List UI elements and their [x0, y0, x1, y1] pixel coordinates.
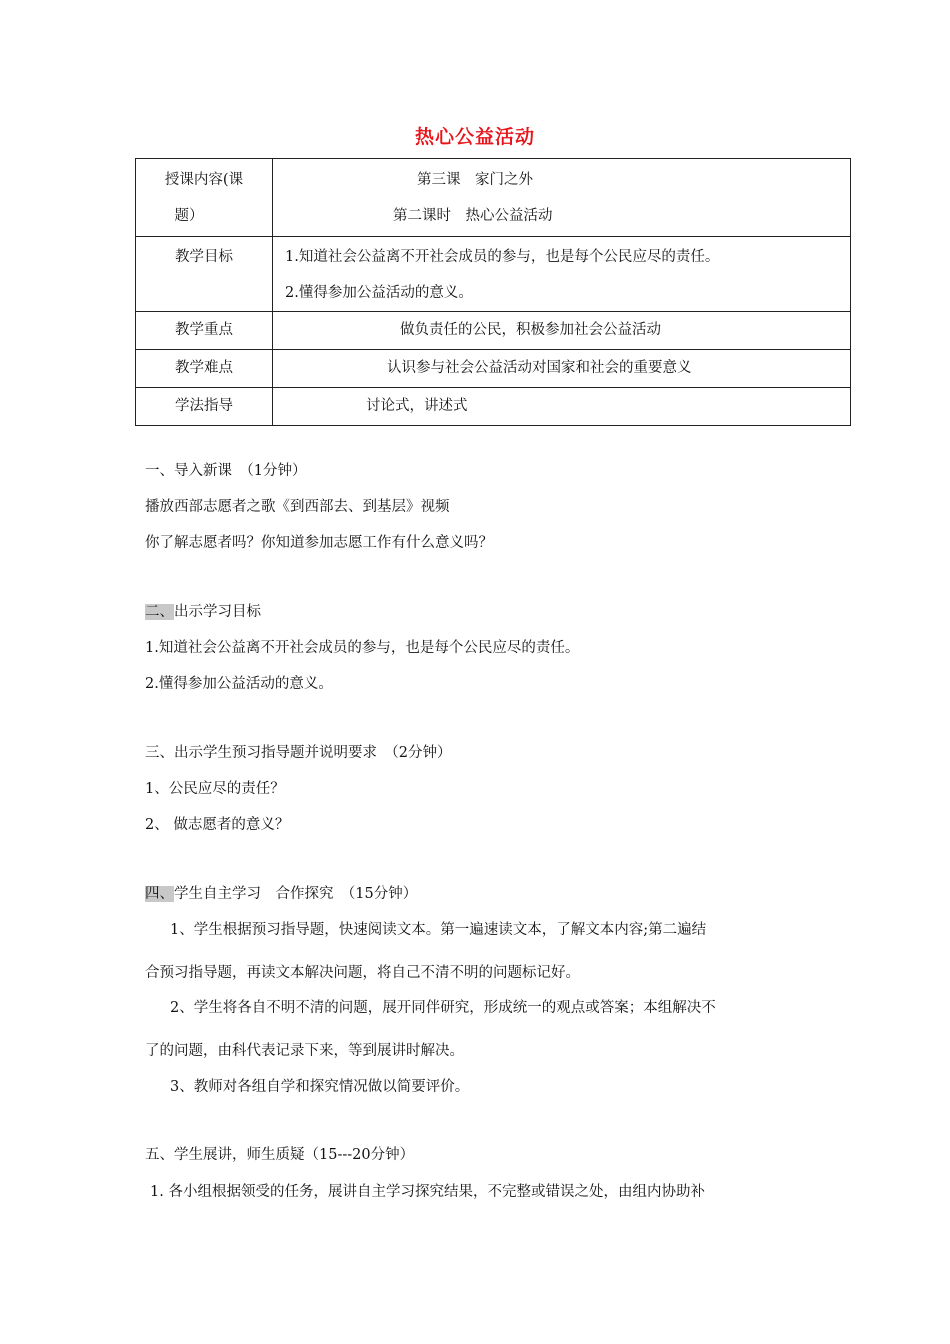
table-label: 题） [174, 208, 204, 224]
page-title: 热心公益活动 [414, 126, 535, 148]
paragraph: 播放西部志愿者之歌《到西部去、到基层》视频 [145, 499, 450, 515]
paragraph: 1.知道社会公益离不开社会成员的参与，也是每个公民应尽的责任。 [145, 640, 580, 656]
table-label: 教学难点 [175, 360, 233, 376]
table-label-cell [136, 350, 273, 388]
key-point: 做负责任的公民，积极参加社会公益活动 [400, 322, 661, 338]
table-content-cell [273, 388, 851, 426]
paragraph: 合预习指导题，再读文本解决问题，将自己不清不明的问题标记好。 [145, 965, 580, 981]
table-content-cell [273, 237, 851, 312]
table-label-cell [136, 312, 273, 350]
section-heading [145, 600, 261, 621]
objective-item: 2.懂得参加公益活动的意义。 [285, 285, 473, 301]
table-label-cell [136, 237, 273, 312]
table-label: 教学目标 [175, 249, 233, 265]
difficult-point: 认识参与社会公益活动对国家和社会的重要意义 [387, 360, 692, 376]
lesson-period: 第二课时 热心公益活动 [393, 208, 553, 224]
table-label: 教学重点 [175, 322, 233, 338]
table-label-cell [136, 159, 273, 237]
table-content-cell [273, 312, 851, 350]
table-content-cell [273, 350, 851, 388]
paragraph: 2、 做志愿者的意义？ [145, 817, 290, 833]
paragraph: 1、公民应尽的责任？ [145, 781, 285, 797]
table-row [136, 312, 851, 350]
table-label: 学法指导 [175, 398, 233, 414]
objective-item: 1.知道社会公益离不开社会成员的参与，也是每个公民应尽的责任。 [285, 249, 720, 265]
paragraph: 2.懂得参加公益活动的意义。 [145, 676, 333, 692]
table-content-cell [273, 159, 851, 237]
lesson-unit: 第三课 家门之外 [417, 172, 533, 188]
section-heading: 五、学生展讲，师生质疑（15---20分钟） [145, 1147, 415, 1163]
table-label-cell [136, 388, 273, 426]
highlight-mark: 二、 [145, 604, 174, 620]
paragraph: 你了解志愿者吗？你知道参加志愿工作有什么意义吗？ [145, 535, 493, 551]
section-heading [145, 882, 417, 903]
paragraph: 3、教师对各组自学和探究情况做以简要评价。 [170, 1079, 470, 1095]
section-heading-text: 学生自主学习 合作探究 （15分钟） [174, 886, 418, 902]
study-method: 讨论式，讲述式 [366, 398, 468, 414]
table-row [136, 350, 851, 388]
lesson-plan-table [135, 158, 851, 426]
table-row [136, 159, 851, 237]
paragraph: 2、学生将各自不明不清的问题，展开同伴研究，形成统一的观点或答案；本组解决不 [170, 1000, 716, 1016]
highlight-mark: 四、 [145, 886, 174, 902]
table-label: 授课内容(课 [164, 172, 244, 188]
section-heading: 三、出示学生预习指导题并说明要求 （2分钟） [145, 745, 452, 761]
paragraph: 1. 各小组根据领受的任务，展讲自主学习探究结果，不完整或错误之处，由组内协助补 [150, 1184, 705, 1200]
table-row [136, 237, 851, 312]
section-heading: 一、导入新课 （1分钟） [145, 463, 307, 479]
paragraph: 了的问题，由科代表记录下来，等到展讲时解决。 [145, 1043, 464, 1059]
table-row [136, 388, 851, 426]
paragraph: 1、学生根据预习指导题，快速阅读文本。第一遍速读文本，了解文本内容;第二遍结 [170, 922, 707, 938]
section-heading-text: 出示学习目标 [174, 604, 261, 620]
